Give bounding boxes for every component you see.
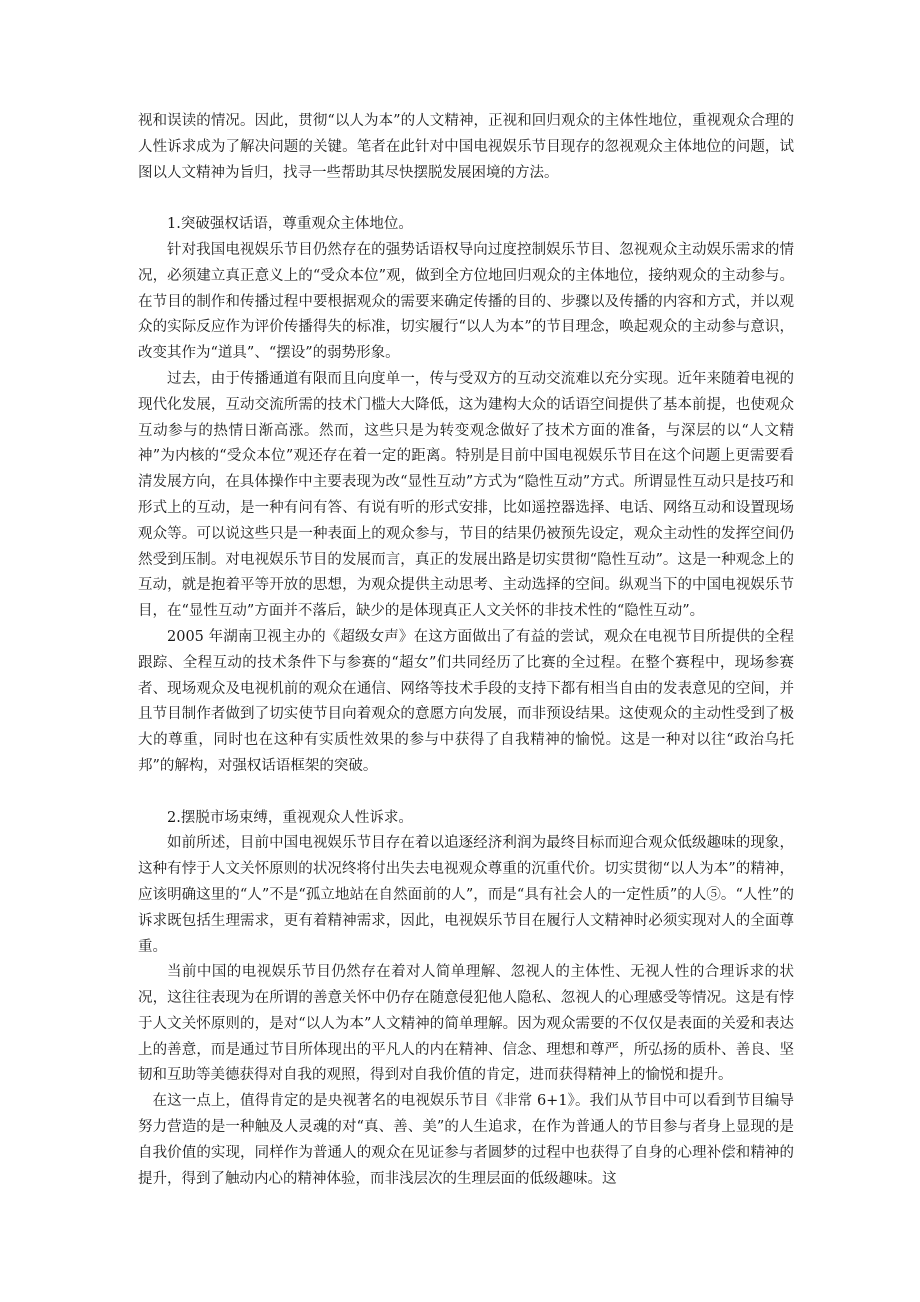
document-body [138, 109, 794, 1192]
section-2-paragraph: 在这一点上，值得肯定的是央视著名的电视娱乐节目《非常 6+1》。我们从节目中可以看到节目编导努力营造的是一种触及人灵魂的对“真、善、美”的人生追求，在作为普通人的节目参与者身上显现的是自我价值的实现，同样作为普通人的观众在见证参与者圆梦的过程中也获得了自身的心理补偿和精神的提升，得到了触动内心的精神体验，而非浅层次的生理层面的低级趣味。这 [138, 1093, 794, 1187]
section-1-paragraph: 过去，由于传播通道有限而且向度单一，传与受双方的互动交流难以充分实现。近年来随着电视的现代化发展，互动交流所需的技术门槛大大降低，这为建构大众的话语空间提供了基本前提，也使观众互动参与的热情日渐高涨。然而，这些只是为转变观念做好了技术方面的准备，与深层的以“人文精神”为内核的“受众本位”观还存在着一定的距离。特别是目前中国电视娱乐节目在这个问题上更需要看清发展方向，在具体操作中主要表现为改“显性互动”方式为“隐性互动”方式。所谓显性互动只是技巧和形式上的互动，是一种有问有答、有说有听的形式安排，比如遥控器选择、电话、网络互动和设置现场观众等。可以说这些只是一种表面上的观众参与，节目的结果仍被预先设定，观众主动性的发挥空间仍然受到压制。对电视娱乐节目的发展而言，真正的发展出路是切实贯彻“隐性互动”。这是一种观念上的互动，就是抱着平等开放的思想，为观众提供主动思考、主动选择的空间。纵观当下的中国电视娱乐节目，在“显性互动”方面并不落后，缺少的是体现真正人文关怀的非技术性的“隐性互动”。 [138, 370, 794, 620]
section-2-paragraph: 当前中国的电视娱乐节目仍然存在着对人简单理解、忽视人的主体性、无视人性的合理诉求的状况，这往往表现为在所谓的善意关怀中仍存在随意侵犯他人隐私、忽视人的心理感受等情况。这是有悖于人文关怀原则的，是对“以人为本”人文精神的简单理解。因为观众需要的不仅仅是表面的关爱和表达上的善意，而是通过节目所体现出的平凡人的内在精神、信念、理想和尊严，所弘扬的质朴、善良、坚韧和互助等美德获得对自我的观照，得到对自我价值的肯定，进而获得精神上的愉悦和提升。 [138, 964, 794, 1084]
intro-paragraph: 视和误读的情况。因此，贯彻“以人为本”的人文精神，正视和回归观众的主体性地位，重视观众合理的人性诉求成为了解决问题的关键。笔者在此针对中国电视娱乐节目现存的忽视观众主体地位的问题，试图以人文精神为旨归，找寻一些帮助其尽快摆脱发展困境的方法。 [138, 113, 794, 181]
blank-line [138, 186, 794, 212]
section-1-heading: 1.突破强权话语，尊重观众主体地位。 [167, 216, 413, 233]
section-1-paragraph: 针对我国电视娱乐节目仍然存在的强势话语权导向过度控制娱乐节目、忽视观众主动娱乐需求的情况，必须建立真正意义上的“受众本位”观，做到全方位地回归观众的主体地位，接纳观众的主动参与。在节目的制作和传播过程中要根据观众的需要来确定传播的目的、步骤以及传播的内容和方式，并以观众的实际反应作为评价传播得失的标准，切实履行“以人为本”的节目理念，唤起观众的主动参与意识，改变其作为“道具”、“摆设”的弱势形象。 [138, 241, 794, 362]
blank-line [138, 780, 794, 806]
section-2-paragraph: 如前所述，目前中国电视娱乐节目存在着以追逐经济利润为最终目标而迎合观众低级趣味的现象，这种有悖于人文关怀原则的状况终将付出失去电视观众尊重的沉重代价。切实贯彻“以人为本”的精神，应该明确这里的“人”不是“孤立地站在自然面前的人”，而是“具有社会人的一定性质”的人⑤。“人性”的诉求既包括生理需求，更有着精神需求，因此，电视娱乐节目在履行人文精神时必须实现对人的全面尊重。 [138, 835, 794, 955]
section-2-heading: 2.摆脱市场束缚，重视观众人性诉求。 [167, 809, 413, 826]
section-1-paragraph: 2005 年湖南卫视主办的《超级女声》在这方面做出了有益的尝试，观众在电视节目所提供的全程跟踪、全程互动的技术条件下与参赛的“超女”们共同经历了比赛的全过程。在整个赛程中，现场参赛者、现场观众及电视机前的观众在通信、网络等技术手段的支持下都有相当自由的发表意见的空间，并且节目制作者做到了切实使节目向着观众的意愿方向发展，而非预设结果。这使观众的主动性受到了极大的尊重，同时也在这种有实质性效果的参与中获得了自我精神的愉悦。这是一种对以往“政治乌托邦”的解构，对强权话语框架的突破。 [138, 628, 794, 774]
